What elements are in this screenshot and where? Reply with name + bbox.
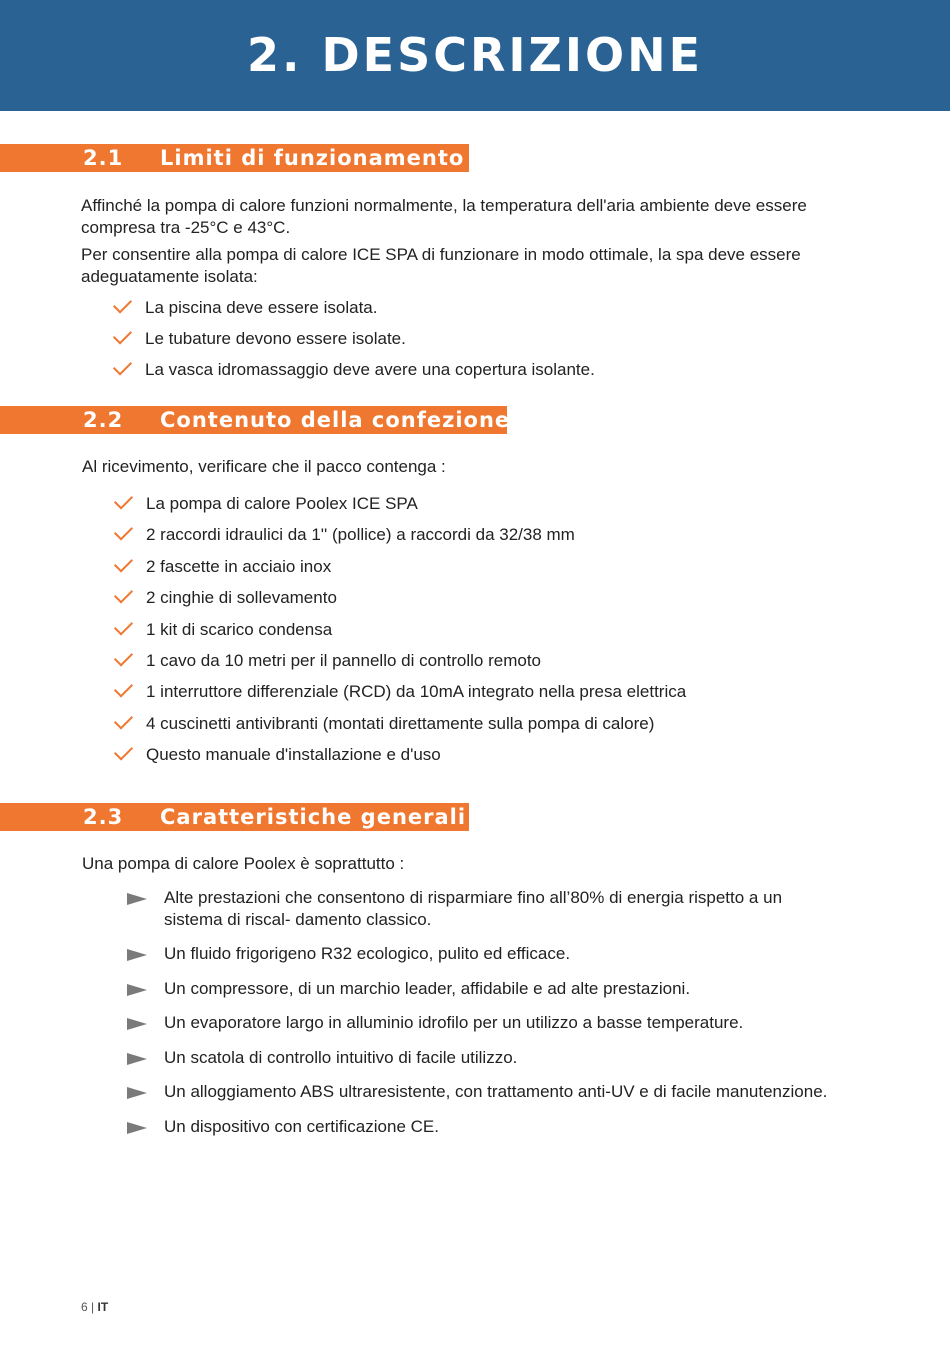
section-header-2-3 [0, 803, 469, 831]
arrow-bullet-icon [127, 1018, 147, 1030]
list-item: Alte prestazioni che consentono di risparmiare fino all’80% di energia rispetto a un sistema di riscal- damento classico. [164, 888, 783, 929]
section-title: Limiti di funzionamento [160, 146, 465, 170]
language-code: IT [97, 1300, 109, 1314]
list-item: Un scatola di controllo intuitivo di facile utilizzo. [164, 1048, 518, 1067]
check-icon [113, 356, 132, 375]
arrow-bullet-icon [127, 893, 147, 905]
check-icon [114, 710, 133, 729]
check-icon [114, 584, 133, 603]
check-icon [114, 490, 133, 509]
paragraph-insulation: Per consentire alla pompa di calore ICE SPA di funzionare in modo ottimale, la spa deve essere adeguatamente isolata: [81, 245, 801, 286]
chapter-title: 2. DESCRIZIONE [246, 28, 704, 82]
arrow-bullet-icon [127, 984, 147, 996]
paragraph-features-intro: Una pompa di calore Poolex è soprattutto : [82, 854, 405, 873]
arrow-bullet-icon [127, 1122, 147, 1134]
section-header-2-1 [0, 144, 469, 172]
section-number: 2.2 [83, 408, 124, 432]
check-icon [114, 521, 133, 540]
section-title: Caratteristiche generali [160, 805, 467, 829]
check-icon [114, 678, 133, 697]
footer-separator: | [91, 1300, 95, 1314]
list-item: Un evaporatore largo in alluminio idrofilo per un utilizzo a basse temperature. [164, 1013, 744, 1032]
chapter-banner [0, 0, 950, 111]
check-icon [114, 553, 133, 572]
arrow-bullet-icon [127, 1087, 147, 1099]
arrow-bullet-icon [127, 1053, 147, 1065]
check-icon [113, 294, 132, 313]
section-number: 2.3 [83, 805, 124, 829]
page-footer [81, 1300, 108, 1314]
check-icon [114, 741, 133, 760]
list-item: Un fluido frigorigeno R32 ecologico, pulito ed efficace. [164, 944, 571, 963]
section-header-2-2 [0, 406, 511, 434]
list-item: Un compressore, di un marchio leader, affidabile e ad alte prestazioni. [164, 979, 691, 998]
paragraph-operating-limits: Affinché la pompa di calore funzioni normalmente, la temperatura dell'aria ambiente deve essere compresa tra -25°C e 43°C. [81, 196, 807, 237]
arrow-bullet-icon [127, 949, 147, 961]
check-icon [113, 325, 132, 344]
list-item: Un alloggiamento ABS ultraresistente, con trattamento anti-UV e di facile manutenzione. [164, 1082, 828, 1101]
page-number: 6 [81, 1300, 88, 1314]
section-number: 2.1 [83, 146, 124, 170]
check-icon [114, 616, 133, 635]
check-icon [114, 647, 133, 666]
section-title: Contenuto della confezione [160, 408, 511, 432]
list-item: Un dispositivo con certificazione CE. [164, 1117, 439, 1136]
paragraph-package-intro: Al ricevimento, verificare che il pacco contenga : [82, 457, 446, 476]
